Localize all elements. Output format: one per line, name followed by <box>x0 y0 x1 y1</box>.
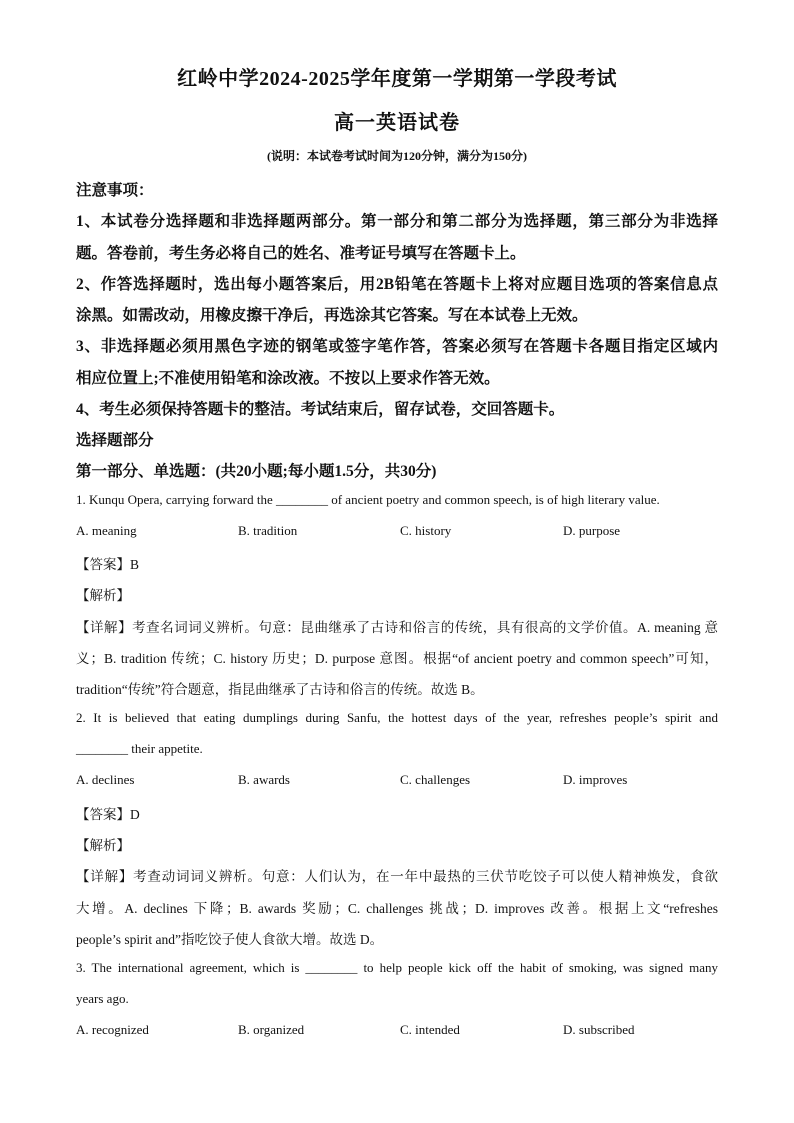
question-stem: 2. It is believed that eating dumplings during Sanfu, the hottest days of the year, refreshes people’s spirit and <box>76 710 718 725</box>
option-b: B. tradition <box>238 523 298 538</box>
option-c: C. intended <box>400 1022 460 1037</box>
detail-line: 义；B. tradition 传统；C. history 历史；D. purpose 意图。根据“of ancient poetry and common speech”可知， <box>76 651 718 666</box>
question-stem: years ago. <box>76 991 129 1006</box>
option-a: A. recognized <box>76 1022 149 1037</box>
notice-line: 题。答卷前，考生务必将自己的姓名、准考证号填写在答题卡上。 <box>76 245 526 262</box>
analysis-label: 【解析】 <box>76 588 130 603</box>
section-label: 选择题部分 <box>76 432 154 449</box>
option-d: D. subscribed <box>563 1022 635 1037</box>
option-a: A. meaning <box>76 523 137 538</box>
option-d: D. improves <box>563 772 628 787</box>
question-stem: 3. The international agreement, which is ________ to help people kick off the habit of smoking, was signed many <box>76 960 718 975</box>
notice-line: 3、非选择题必须用黑色字迹的钢笔或签字笔作答，答案必须写在答题卡各题目指定区域内 <box>76 338 718 355</box>
detail-line: 【详解】考查动词词义辨析。句意：人们认为，在一年中最热的三伏节吃饺子可以使人精神焕发，食欲 <box>76 869 718 884</box>
option-b: B. awards <box>238 772 290 787</box>
option-b: B. organized <box>238 1022 305 1037</box>
detail-line: 【详解】考查名词词义辨析。句意：昆曲继承了古诗和俗言的传统，具有很高的文学价值。A. meaning 意 <box>76 620 718 635</box>
detail-line: people’s spirit and”指吃饺子使人食欲大增。故选 D。 <box>76 932 384 947</box>
option-c: C. challenges <box>400 772 471 787</box>
question-stem: 1. Kunqu Opera, carrying forward the ________ of ancient poetry and common speech, is of high literary value. <box>76 492 660 507</box>
option-d: D. purpose <box>563 523 621 538</box>
notice-line: 4、考生必须保持答题卡的整洁。考试结束后，留存试卷，交回答题卡。 <box>76 401 565 418</box>
notice-line: 相应位置上;不准使用铅笔和涂改液。不按以上要求作答无效。 <box>76 370 500 387</box>
analysis-label: 【解析】 <box>76 838 130 853</box>
option-a: A. declines <box>76 772 135 787</box>
exam-title: 红岭中学2024-2025学年度第一学期第一学段考试 <box>177 68 617 90</box>
notice-line: 涂黑。如需改动，用橡皮擦干净后，再选涂其它答案。写在本试卷上无效。 <box>76 307 588 324</box>
answer-line: 【答案】D <box>76 807 140 822</box>
exam-subtitle: 高一英语试卷 <box>334 112 460 134</box>
notice-line: 2、作答选择题时，选出每小题答案后，用2B铅笔在答题卡上将对应题目选项的答案信息点 <box>76 276 718 293</box>
option-c: C. history <box>400 523 452 538</box>
detail-line: 大增。A. declines 下降；B. awards 奖励；C. challenges 挑战；D. improves 改善。根据上文“refreshes <box>76 901 718 916</box>
notice-line: 1、本试卷分选择题和非选择题两部分。第一部分和第二部分为选择题，第三部分为非选择 <box>76 213 718 230</box>
answer-line: 【答案】B <box>76 557 140 572</box>
detail-line: tradition“传统”符合题意，指昆曲继承了古诗和俗言的传统。故选 B。 <box>76 682 484 697</box>
notice-heading: 注意事项： <box>76 182 154 199</box>
question-stem: ________ their appetite. <box>76 741 203 756</box>
part1-heading: 第一部分、单选题：(共20小题;每小题1.5分，共30分) <box>76 463 437 480</box>
exam-note: (说明：本试卷考试时间为120分钟，满分为150分) <box>267 149 527 163</box>
